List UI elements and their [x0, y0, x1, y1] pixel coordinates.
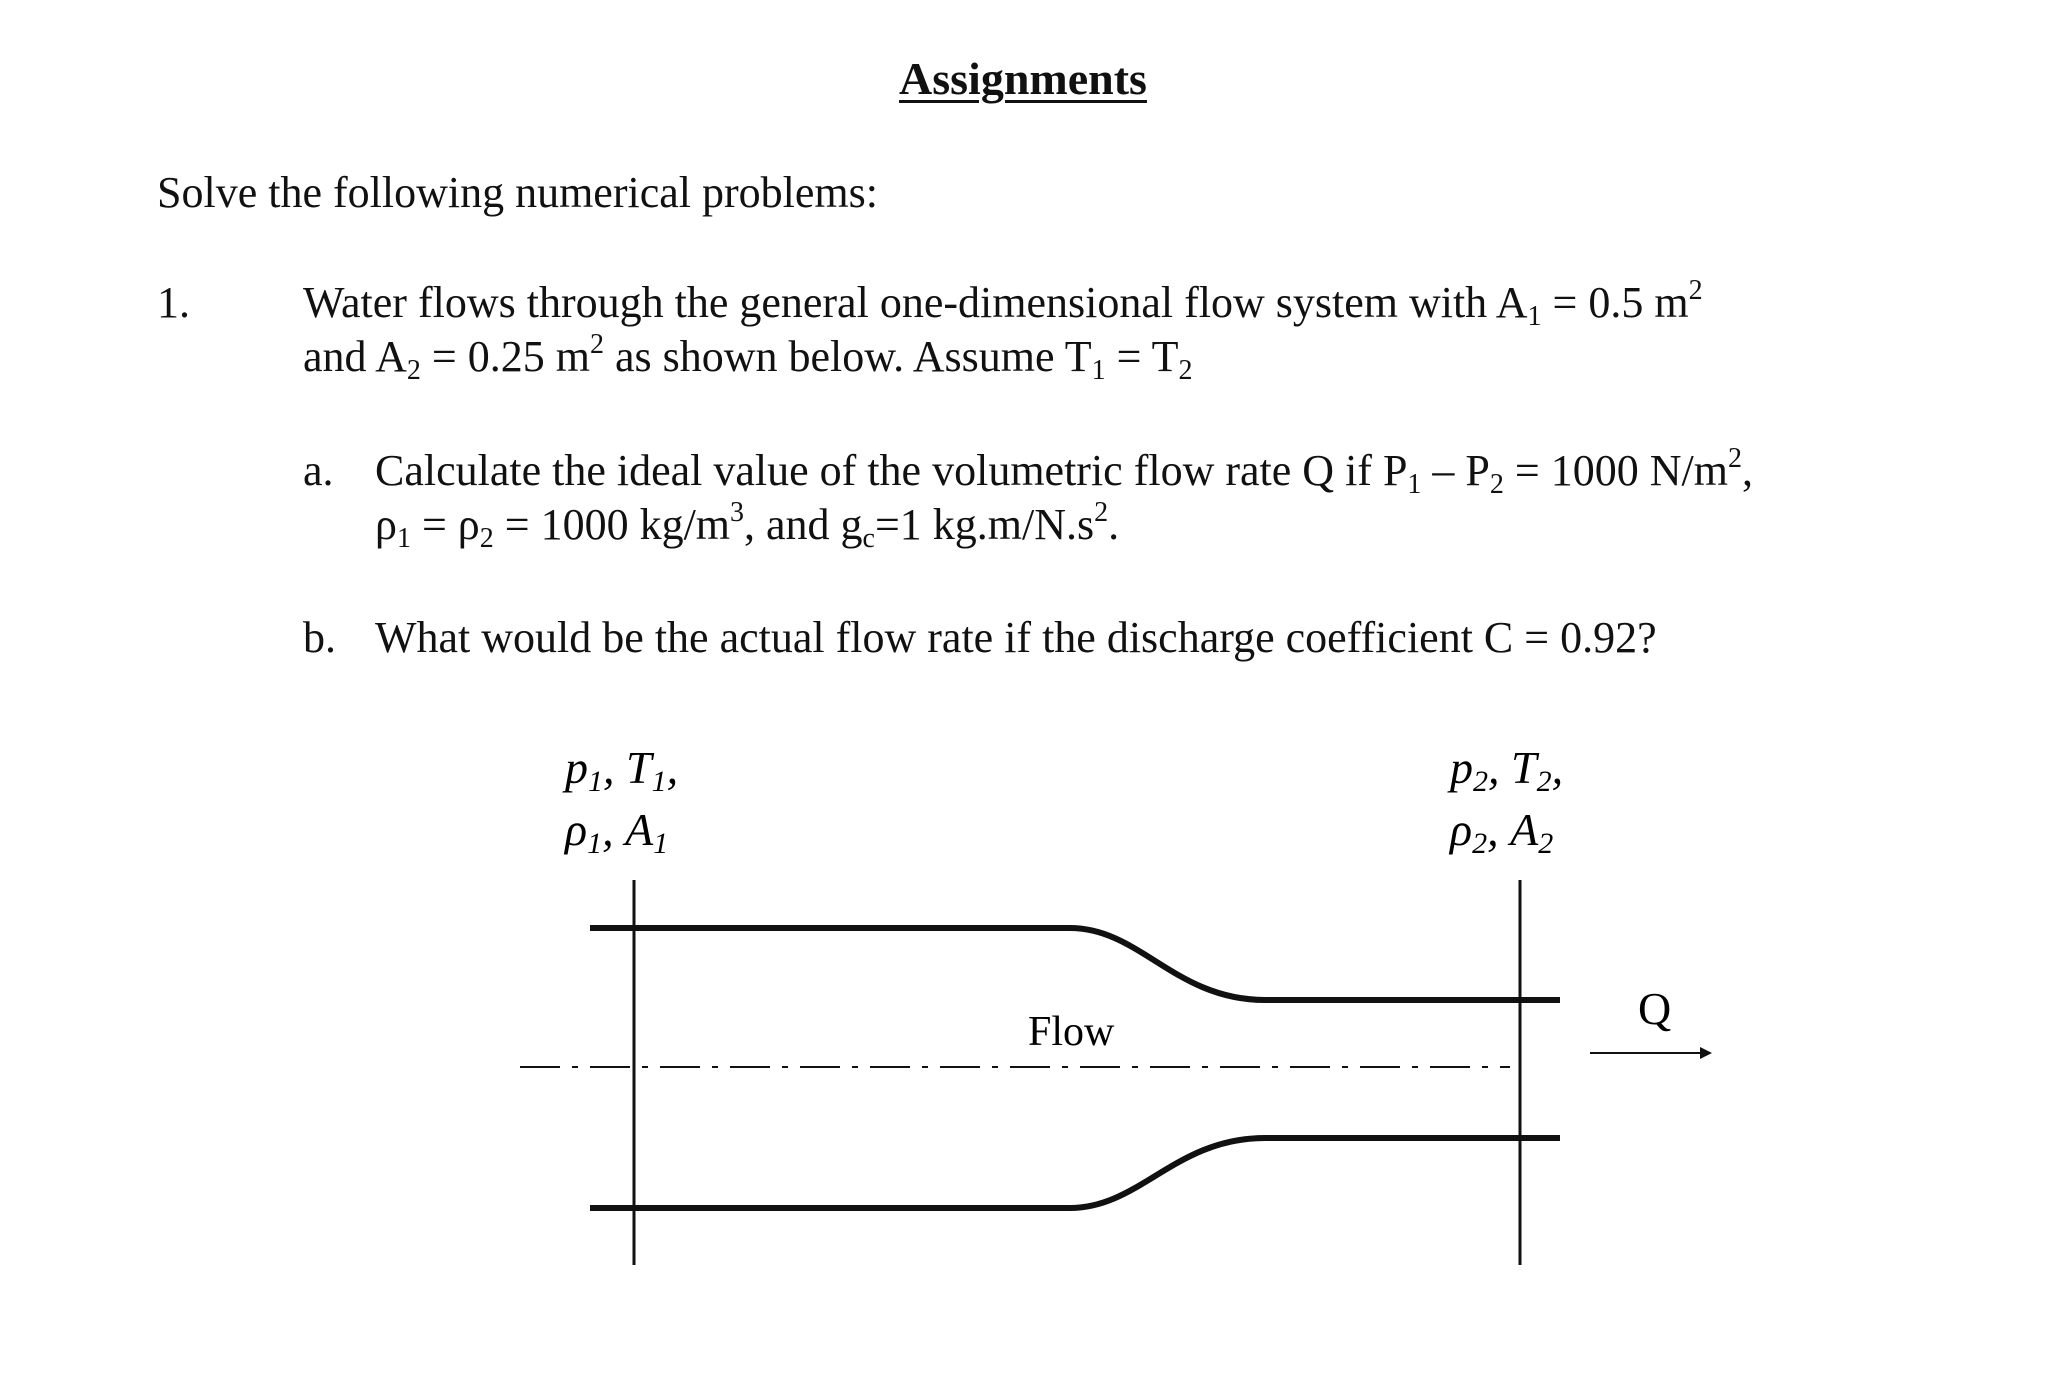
page-title: Assignments	[899, 53, 1147, 104]
part-a-line-1: Calculate the ideal value of the volumetric flow rate Q if $P_1 - P_2 = 1000$ $N/m^2$,	[375, 443, 1753, 500]
part-a-line-2: $\rho_1 = \rho_2 = 1000$ $kg/m^3$, and $g_c=1$ $kg.m/N.s^2$.	[375, 497, 1120, 554]
flow-label: Flow	[1028, 1009, 1115, 1055]
q-label: Q	[1638, 983, 1672, 1034]
station-2-line-2: ρ2, A2	[1450, 804, 1554, 860]
part-b-text: What would be the actual flow rate if the discharge coefficient C = 0.92?	[375, 613, 1657, 662]
part-a-label: a.	[303, 446, 334, 495]
station-1-line-1: p1, T1,	[565, 742, 679, 798]
pipe-lower-wall	[590, 1138, 1560, 1208]
problem-statement-line-1: Water flows through the general one-dimensional flow system with $A_1 = 0.5$ $m^2$	[303, 275, 1703, 332]
problem-number: 1.	[157, 278, 190, 327]
intro-text: Solve the following numerical problems:	[157, 168, 878, 217]
problem-statement-line-2: and $A_2 = 0.25$ $m^2$ as shown below. Assume $T_1 = T_2$	[303, 329, 1193, 386]
station-1-line-2: ρ1, A1	[565, 804, 669, 860]
part-b-label: b.	[303, 613, 336, 662]
pipe-upper-wall	[590, 928, 1560, 1000]
station-2-line-1: p2, T2,	[1450, 742, 1564, 798]
